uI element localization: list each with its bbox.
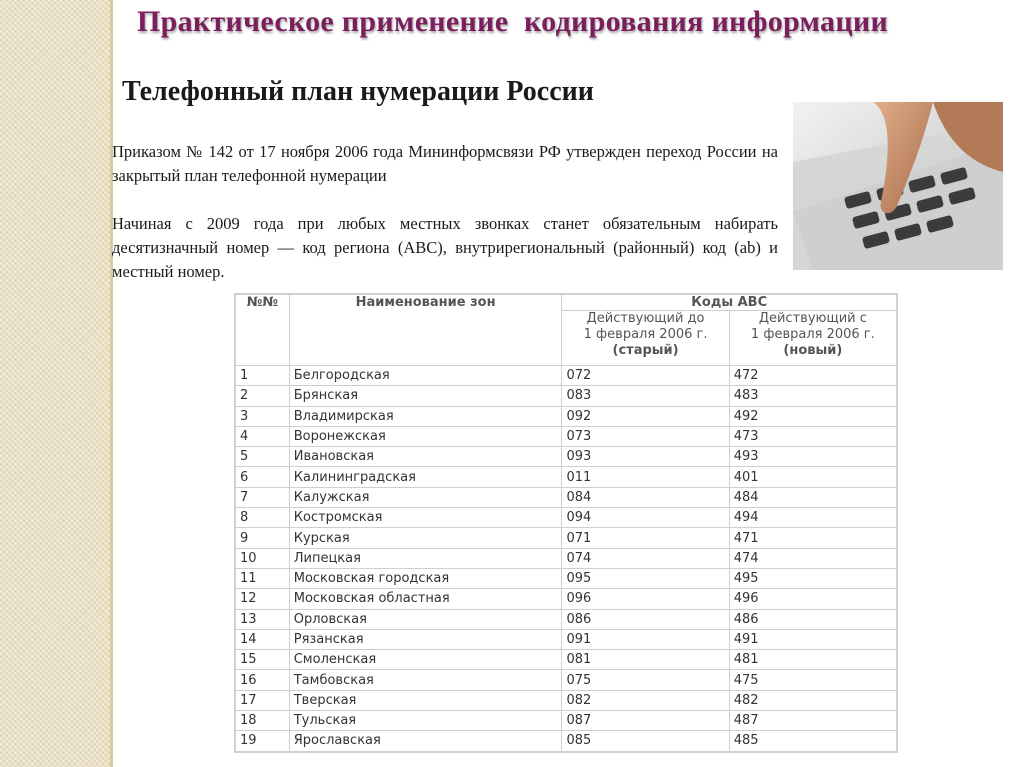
row-number: 6 — [235, 467, 289, 487]
row-number: 17 — [235, 690, 289, 710]
row-number: 10 — [235, 548, 289, 568]
header-new-code — [729, 311, 897, 366]
row-new-code: 492 — [729, 406, 897, 426]
row-new-code: 401 — [729, 467, 897, 487]
header-old-line3: (старый) — [612, 343, 679, 358]
table-row — [235, 650, 897, 670]
row-number: 13 — [235, 609, 289, 629]
row-old-code: 082 — [562, 690, 729, 710]
row-number: 16 — [235, 670, 289, 690]
row-number: 14 — [235, 629, 289, 649]
row-old-code: 085 — [562, 731, 729, 752]
row-new-code: 494 — [729, 508, 897, 528]
slide-title: Практическое применение кодирования информации — [137, 5, 889, 38]
table-row — [235, 731, 897, 752]
side-bar-edge — [110, 0, 113, 767]
row-old-code: 086 — [562, 609, 729, 629]
area-codes-table — [234, 293, 898, 753]
table-row — [235, 528, 897, 548]
table-row — [235, 366, 897, 386]
table-row — [235, 609, 897, 629]
row-old-code: 073 — [562, 426, 729, 446]
row-old-code: 087 — [562, 711, 729, 731]
row-new-code: 496 — [729, 589, 897, 609]
row-number: 18 — [235, 711, 289, 731]
row-new-code: 493 — [729, 447, 897, 467]
row-new-code: 473 — [729, 426, 897, 446]
row-new-code: 474 — [729, 548, 897, 568]
row-new-code: 482 — [729, 690, 897, 710]
row-number: 15 — [235, 650, 289, 670]
row-new-code: 495 — [729, 568, 897, 588]
table-row — [235, 406, 897, 426]
row-number: 5 — [235, 447, 289, 467]
order-paragraph: Приказом № 142 от 17 ноября 2006 года Мининформсвязи РФ утвержден переход России на закрытый план телефонной нумерации — [112, 142, 778, 185]
row-old-code: 081 — [562, 650, 729, 670]
row-old-code: 075 — [562, 670, 729, 690]
row-number: 11 — [235, 568, 289, 588]
row-old-code: 074 — [562, 548, 729, 568]
row-old-code: 072 — [562, 366, 729, 386]
row-zone: Калужская — [289, 487, 562, 507]
row-new-code: 491 — [729, 629, 897, 649]
row-zone: Липецкая — [289, 548, 562, 568]
row-zone: Ярославская — [289, 731, 562, 752]
row-zone: Костромская — [289, 508, 562, 528]
header-abc-codes: Коды АВС — [562, 294, 897, 311]
row-number: 3 — [235, 406, 289, 426]
row-zone: Белгородская — [289, 366, 562, 386]
table-row — [235, 386, 897, 406]
section-subtitle: Телефонный план нумерации России — [122, 76, 594, 107]
row-zone: Московская областная — [289, 589, 562, 609]
row-zone: Брянская — [289, 386, 562, 406]
row-zone: Владимирская — [289, 406, 562, 426]
table-header-row — [235, 294, 897, 311]
row-old-code: 092 — [562, 406, 729, 426]
table-row — [235, 568, 897, 588]
row-number: 12 — [235, 589, 289, 609]
calculator-photo — [793, 102, 1003, 270]
row-old-code: 094 — [562, 508, 729, 528]
table-row — [235, 690, 897, 710]
row-zone: Ивановская — [289, 447, 562, 467]
header-zone-name: Наименование зон — [289, 294, 562, 366]
table-row — [235, 548, 897, 568]
row-old-code: 071 — [562, 528, 729, 548]
row-old-code: 083 — [562, 386, 729, 406]
row-old-code: 011 — [562, 467, 729, 487]
row-number: 1 — [235, 366, 289, 386]
row-new-code: 485 — [729, 731, 897, 752]
row-zone: Калининградская — [289, 467, 562, 487]
row-zone: Тульская — [289, 711, 562, 731]
header-new-line2: 1 февраля 2006 г. — [750, 327, 875, 342]
row-zone: Смоленская — [289, 650, 562, 670]
row-number: 9 — [235, 528, 289, 548]
row-old-code: 096 — [562, 589, 729, 609]
row-new-code: 481 — [729, 650, 897, 670]
row-new-code: 475 — [729, 670, 897, 690]
row-new-code: 486 — [729, 609, 897, 629]
row-old-code: 095 — [562, 568, 729, 588]
row-zone: Московская городская — [289, 568, 562, 588]
table-row — [235, 589, 897, 609]
header-old-line2: 1 февраля 2006 г. — [583, 327, 708, 342]
row-number: 2 — [235, 386, 289, 406]
table-row — [235, 426, 897, 446]
row-number: 7 — [235, 487, 289, 507]
header-old-line1: Действующий до — [586, 311, 705, 326]
row-number: 8 — [235, 508, 289, 528]
header-new-line1: Действующий с — [758, 311, 867, 326]
table-row — [235, 670, 897, 690]
decorative-side-bar — [0, 0, 110, 767]
table-row — [235, 629, 897, 649]
row-zone: Рязанская — [289, 629, 562, 649]
table-row — [235, 508, 897, 528]
header-new-line3: (новый) — [783, 343, 843, 358]
row-zone: Тамбовская — [289, 670, 562, 690]
row-new-code: 487 — [729, 711, 897, 731]
row-old-code: 084 — [562, 487, 729, 507]
row-number: 19 — [235, 731, 289, 752]
row-new-code: 471 — [729, 528, 897, 548]
row-zone: Орловская — [289, 609, 562, 629]
table-row — [235, 711, 897, 731]
dialing-paragraph: Начиная с 2009 года при любых местных звонках станет обязательным набирать десятизначный номер — код региона (АВС), внутрирегиональный (районный) код (аb) и местный номер. — [112, 214, 778, 281]
row-new-code: 483 — [729, 386, 897, 406]
table-row — [235, 487, 897, 507]
table-row — [235, 447, 897, 467]
table-row — [235, 467, 897, 487]
row-number: 4 — [235, 426, 289, 446]
row-new-code: 484 — [729, 487, 897, 507]
header-number: №№ — [235, 294, 289, 366]
row-zone: Курская — [289, 528, 562, 548]
header-old-code — [562, 311, 729, 366]
row-zone: Тверская — [289, 690, 562, 710]
row-new-code: 472 — [729, 366, 897, 386]
row-zone: Воронежская — [289, 426, 562, 446]
row-old-code: 091 — [562, 629, 729, 649]
row-old-code: 093 — [562, 447, 729, 467]
